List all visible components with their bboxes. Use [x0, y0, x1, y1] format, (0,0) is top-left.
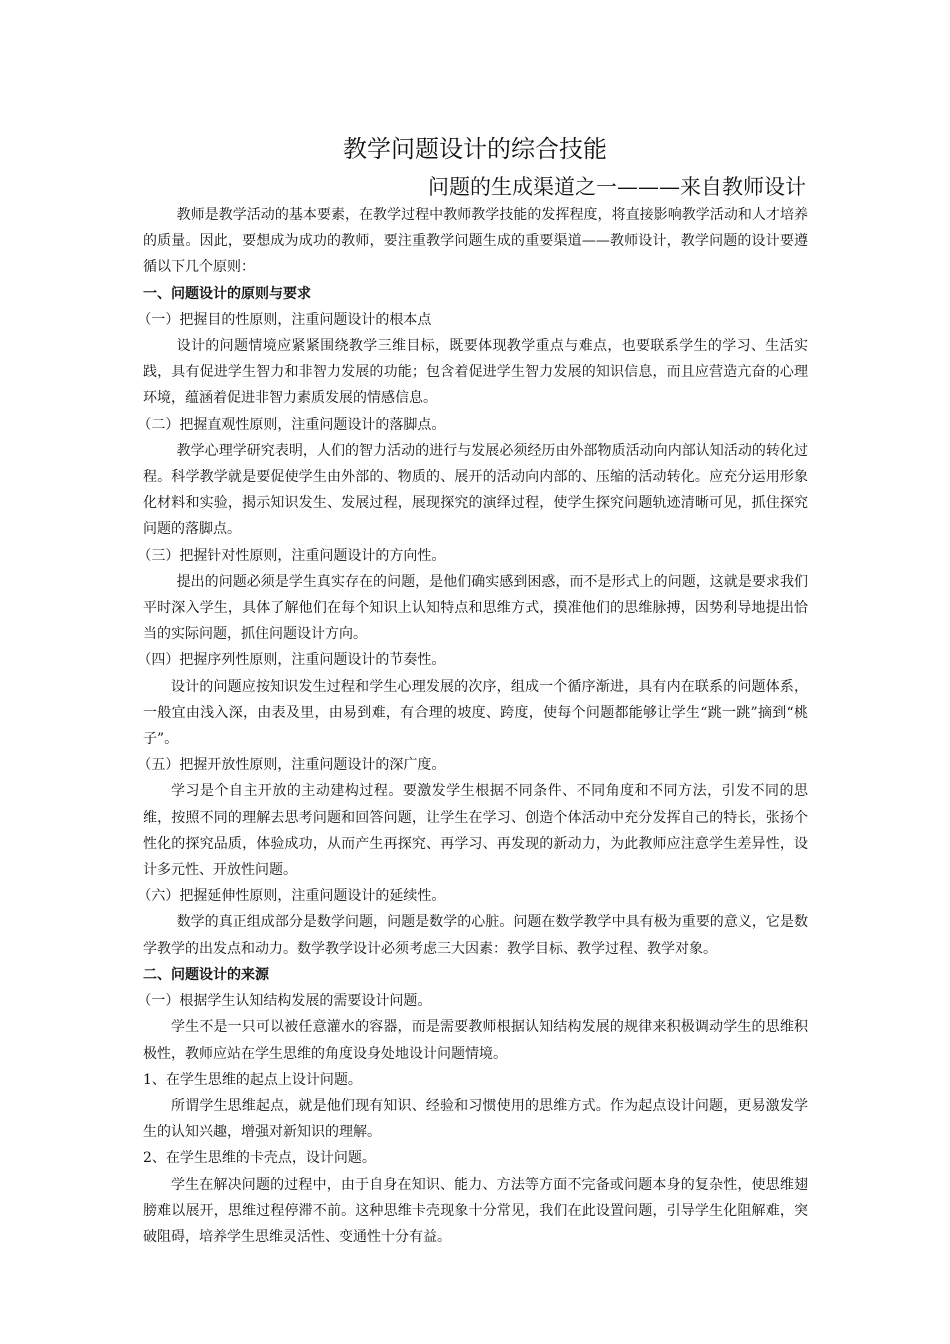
- principle-1-heading: （一）把握目的性原则，注重问题设计的根本点: [137, 311, 432, 328]
- document-subtitle: 问题的生成渠道之一———来自教师设计: [428, 175, 806, 199]
- principle-4-text: 设计的问题应按知识发生过程和学生心理发展的次序，组成一个循序渐进，具有内在联系的问题体系，一般宜由浅入深，由表及里，由易到难，有合理的坡度、跨度，使每个问题都能够让学生“跳一跳”摘到“桃子”。: [143, 678, 808, 748]
- principle-6-text: 数学的真正组成部分是数学问题，问题是数学的心脏。问题在数学教学中具有极为重要的意义，它是数学教学的出发点和动力。数学教学设计必须考虑三大因素：教学目标、教学过程、教学对象。: [143, 914, 808, 957]
- principle-2-text: 教学心理学研究表明，人们的智力活动的进行与发展必须经历由外部物质活动向内部认知活动的转化过程。科学教学就是要促使学生由外部的、物质的、展开的活动向内部的、压缩的活动转化。应充分运用形象化材料和实验，揭示知识发生、发展过程，展现探究的演绎过程，使学生探究问题轨迹清晰可见，抓住探究问题的落脚点。: [143, 442, 808, 538]
- principle-2-heading: （二）把握直观性原则，注重问题设计的落脚点。: [137, 416, 446, 433]
- principle-5-text: 学习是个自主开放的主动建构过程。要激发学生根据不同条件、不同角度和不同方法，引发不同的思维，按照不同的理解去思考问题和回答问题，让学生在学习、创造个体活动中充分发挥自己的特长，张扬个性化的探究品质，体验成功，从而产生再探究、再学习、再发现的新动力，为此教师应注意学生差异性，设计多元性、开放性问题。: [143, 783, 808, 879]
- intro-paragraph: 教师是教学活动的基本要素，在教学过程中教师教学技能的发挥程度，将直接影响教学活动和人才培养的质量。因此，要想成为成功的教师，要注重教学问题生成的重要渠道——教师设计，教学问题的设计要遵循以下几个原则：: [143, 207, 808, 276]
- source-1-text: 学生不是一只可以被任意灌水的容器，而是需要教师根据认知结构发展的规律来积极调动学生的思维积极性，教师应站在学生思维的角度设身处地设计问题情境。: [143, 1019, 808, 1062]
- principle-4-heading: （四）把握序列性原则，注重问题设计的节奏性。: [137, 652, 446, 669]
- principle-3-text: 提出的问题必须是学生真实存在的问题，是他们确实感到困惑，而不是形式上的问题，这就是要求我们平时深入学生，具体了解他们在每个知识上认知特点和思维方式，摸准他们的思维脉搏，因势利导地提出恰当的实际问题，抓住问题设计方向。: [143, 573, 808, 643]
- principle-6-heading: （六）把握延伸性原则，注重问题设计的延续性。: [137, 888, 446, 905]
- document-body: [137, 202, 808, 1250]
- source-1-heading: （一）根据学生认知结构发展的需要设计问题。: [137, 993, 432, 1010]
- document-title: 教学问题设计的综合技能: [343, 135, 607, 163]
- section-1-heading: 一、问题设计的原则与要求: [143, 285, 311, 302]
- principle-3-heading: （三）把握针对性原则，注重问题设计的方向性。: [137, 547, 446, 564]
- principle-1-text: 设计的问题情境应紧紧围绕教学三维目标，既要体现教学重点与难点，也要联系学生的学习、生活实践，具有促进学生智力和非智力发展的功能；包含着促进学生智力发展的知识信息，而且应营造亢奋的心理环境，蕴涵着促进非智力素质发展的情感信息。: [143, 338, 808, 407]
- item-1-text: 所谓学生思维起点，就是他们现有知识、经验和习惯使用的思维方式。作为起点设计问题，更易激发学生的认知兴趣，增强对新知识的理解。: [143, 1097, 808, 1141]
- item-2-heading: 2、在学生思维的卡壳点，设计问题。: [143, 1150, 376, 1167]
- principle-5-heading: （五）把握开放性原则，注重问题设计的深广度。: [137, 757, 446, 774]
- item-2-text: 学生在解决问题的过程中，由于自身在知识、能力、方法等方面不完备或问题本身的复杂性，使思维翅膀难以展开，思维过程停滞不前。这种思维卡壳现象十分常见，我们在此设置问题，引导学生化阻解难，突破阻碍，培养学生思维灵活性、变通性十分有益。: [143, 1176, 808, 1245]
- section-2-heading: 二、问题设计的来源: [143, 966, 269, 983]
- item-1-heading: 1、在学生思维的起点上设计问题。: [143, 1071, 362, 1088]
